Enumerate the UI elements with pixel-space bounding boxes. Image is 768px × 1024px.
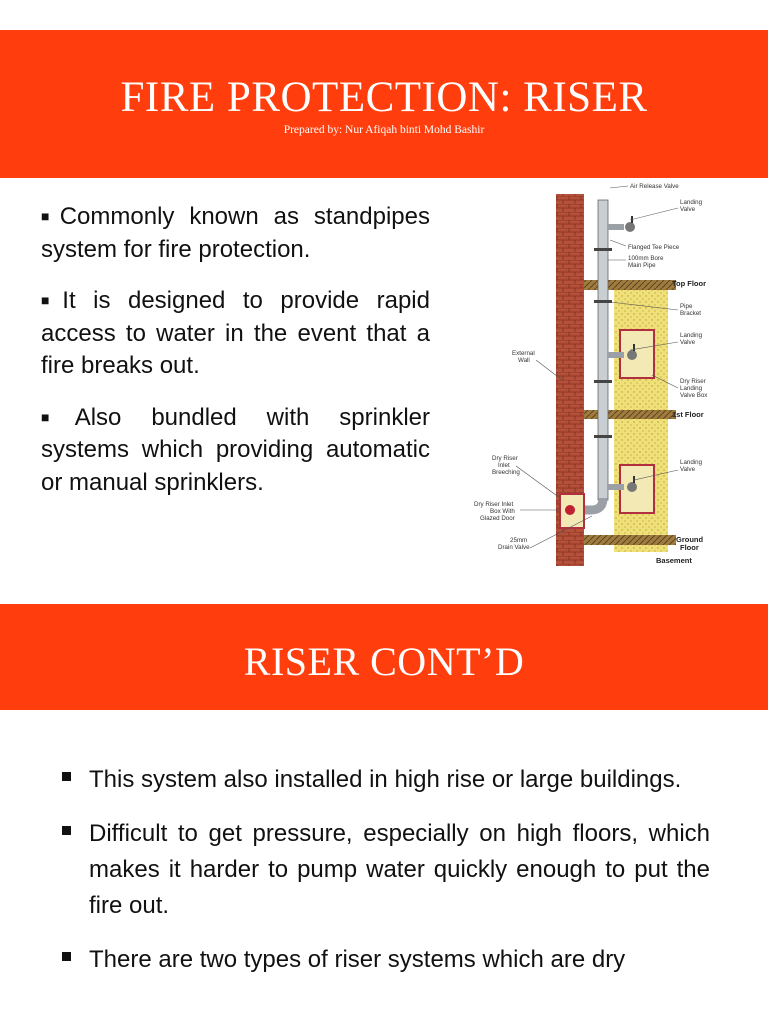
label-drain-valve: Drain Valve xyxy=(498,544,530,551)
label-ground-floor: Ground xyxy=(676,535,704,544)
label-landing-valve: Landing xyxy=(680,199,703,206)
label-dry-riser-box: Landing xyxy=(680,385,703,392)
slide-title: RISER CONT’D xyxy=(243,639,525,684)
landing-valve-box-mid xyxy=(620,330,654,378)
bullet-item: Difficult to get pressure, especially on high floors, which makes it harder to pump water quickly enough to put the fire out. xyxy=(62,816,710,924)
landing-valve-box-low xyxy=(620,465,654,513)
label-air-release-valve: Air Release Valve xyxy=(630,183,679,190)
title-banner xyxy=(0,604,768,710)
bullet-item: This system also installed in high rise or large buildings. xyxy=(62,762,710,798)
label-dry-riser-inlet: Dry Riser xyxy=(492,455,518,462)
bullet-item: ■It is designed to provide rapid access to water in the event that a fire breaks out. xyxy=(41,287,430,379)
label-flanged-tee: Flanged Tee Piece xyxy=(628,244,680,251)
label-external-wall: Wall xyxy=(518,357,530,364)
slide-subtitle: Prepared by: Nur Afiqah binti Mohd Bashir xyxy=(283,124,485,136)
label-basement: Basement xyxy=(656,556,692,565)
label-main-pipe: Main Pipe xyxy=(628,262,656,269)
bullet-square-icon xyxy=(62,826,71,835)
ground-floor-slab xyxy=(584,535,676,545)
label-inlet-box: Dry Riser Inlet xyxy=(474,501,514,508)
label-main-pipe: 100mm Bore xyxy=(628,255,664,262)
bullet-square-icon: ■ xyxy=(41,292,61,308)
label-drain-valve: 25mm xyxy=(510,537,528,544)
label-dry-riser-inlet: Breeching xyxy=(492,469,520,476)
label-dry-riser-box: Dry Riser xyxy=(680,378,706,385)
label-landing-valve: Landing xyxy=(680,459,703,466)
bullet-item: There are two types of riser systems which are dry xyxy=(62,942,710,978)
label-landing-valve: Landing xyxy=(680,332,703,339)
label-first-floor: 1st Floor xyxy=(672,410,704,419)
label-pipe-bracket: Bracket xyxy=(680,310,701,317)
bullet-square-icon: ■ xyxy=(41,208,58,224)
slide1-bullet-list xyxy=(41,200,430,517)
slide2-bullet-list xyxy=(62,762,710,996)
slide-title: FIRE PROTECTION: RISER xyxy=(120,74,648,121)
label-top-floor: Top Floor xyxy=(672,279,707,288)
bullet-square-icon: ■ xyxy=(41,408,73,425)
bullet-square-icon xyxy=(62,952,71,961)
label-landing-valve: Valve xyxy=(680,339,696,346)
main-riser-pipe xyxy=(598,200,608,500)
bullet-item: ■Commonly known as standpipes system for fire protection. xyxy=(41,203,430,263)
label-external-wall: External xyxy=(512,350,535,357)
label-dry-riser-box: Valve Box xyxy=(680,392,708,399)
title-banner xyxy=(0,30,768,178)
label-landing-valve: Valve xyxy=(680,466,696,473)
bullet-square-icon xyxy=(62,772,71,781)
label-ground-floor: Floor xyxy=(680,543,699,552)
label-pipe-bracket: Pipe xyxy=(680,303,693,310)
label-inlet-box: Box With xyxy=(490,508,515,515)
label-inlet-box: Glazed Door xyxy=(480,515,515,522)
bullet-item: ■Also bundled with sprinkler systems which providing automatic or manual sprinklers. xyxy=(41,403,430,496)
riser-diagram xyxy=(470,180,720,572)
label-landing-valve: Valve xyxy=(680,206,696,213)
label-dry-riser-inlet: Inlet xyxy=(498,462,510,469)
